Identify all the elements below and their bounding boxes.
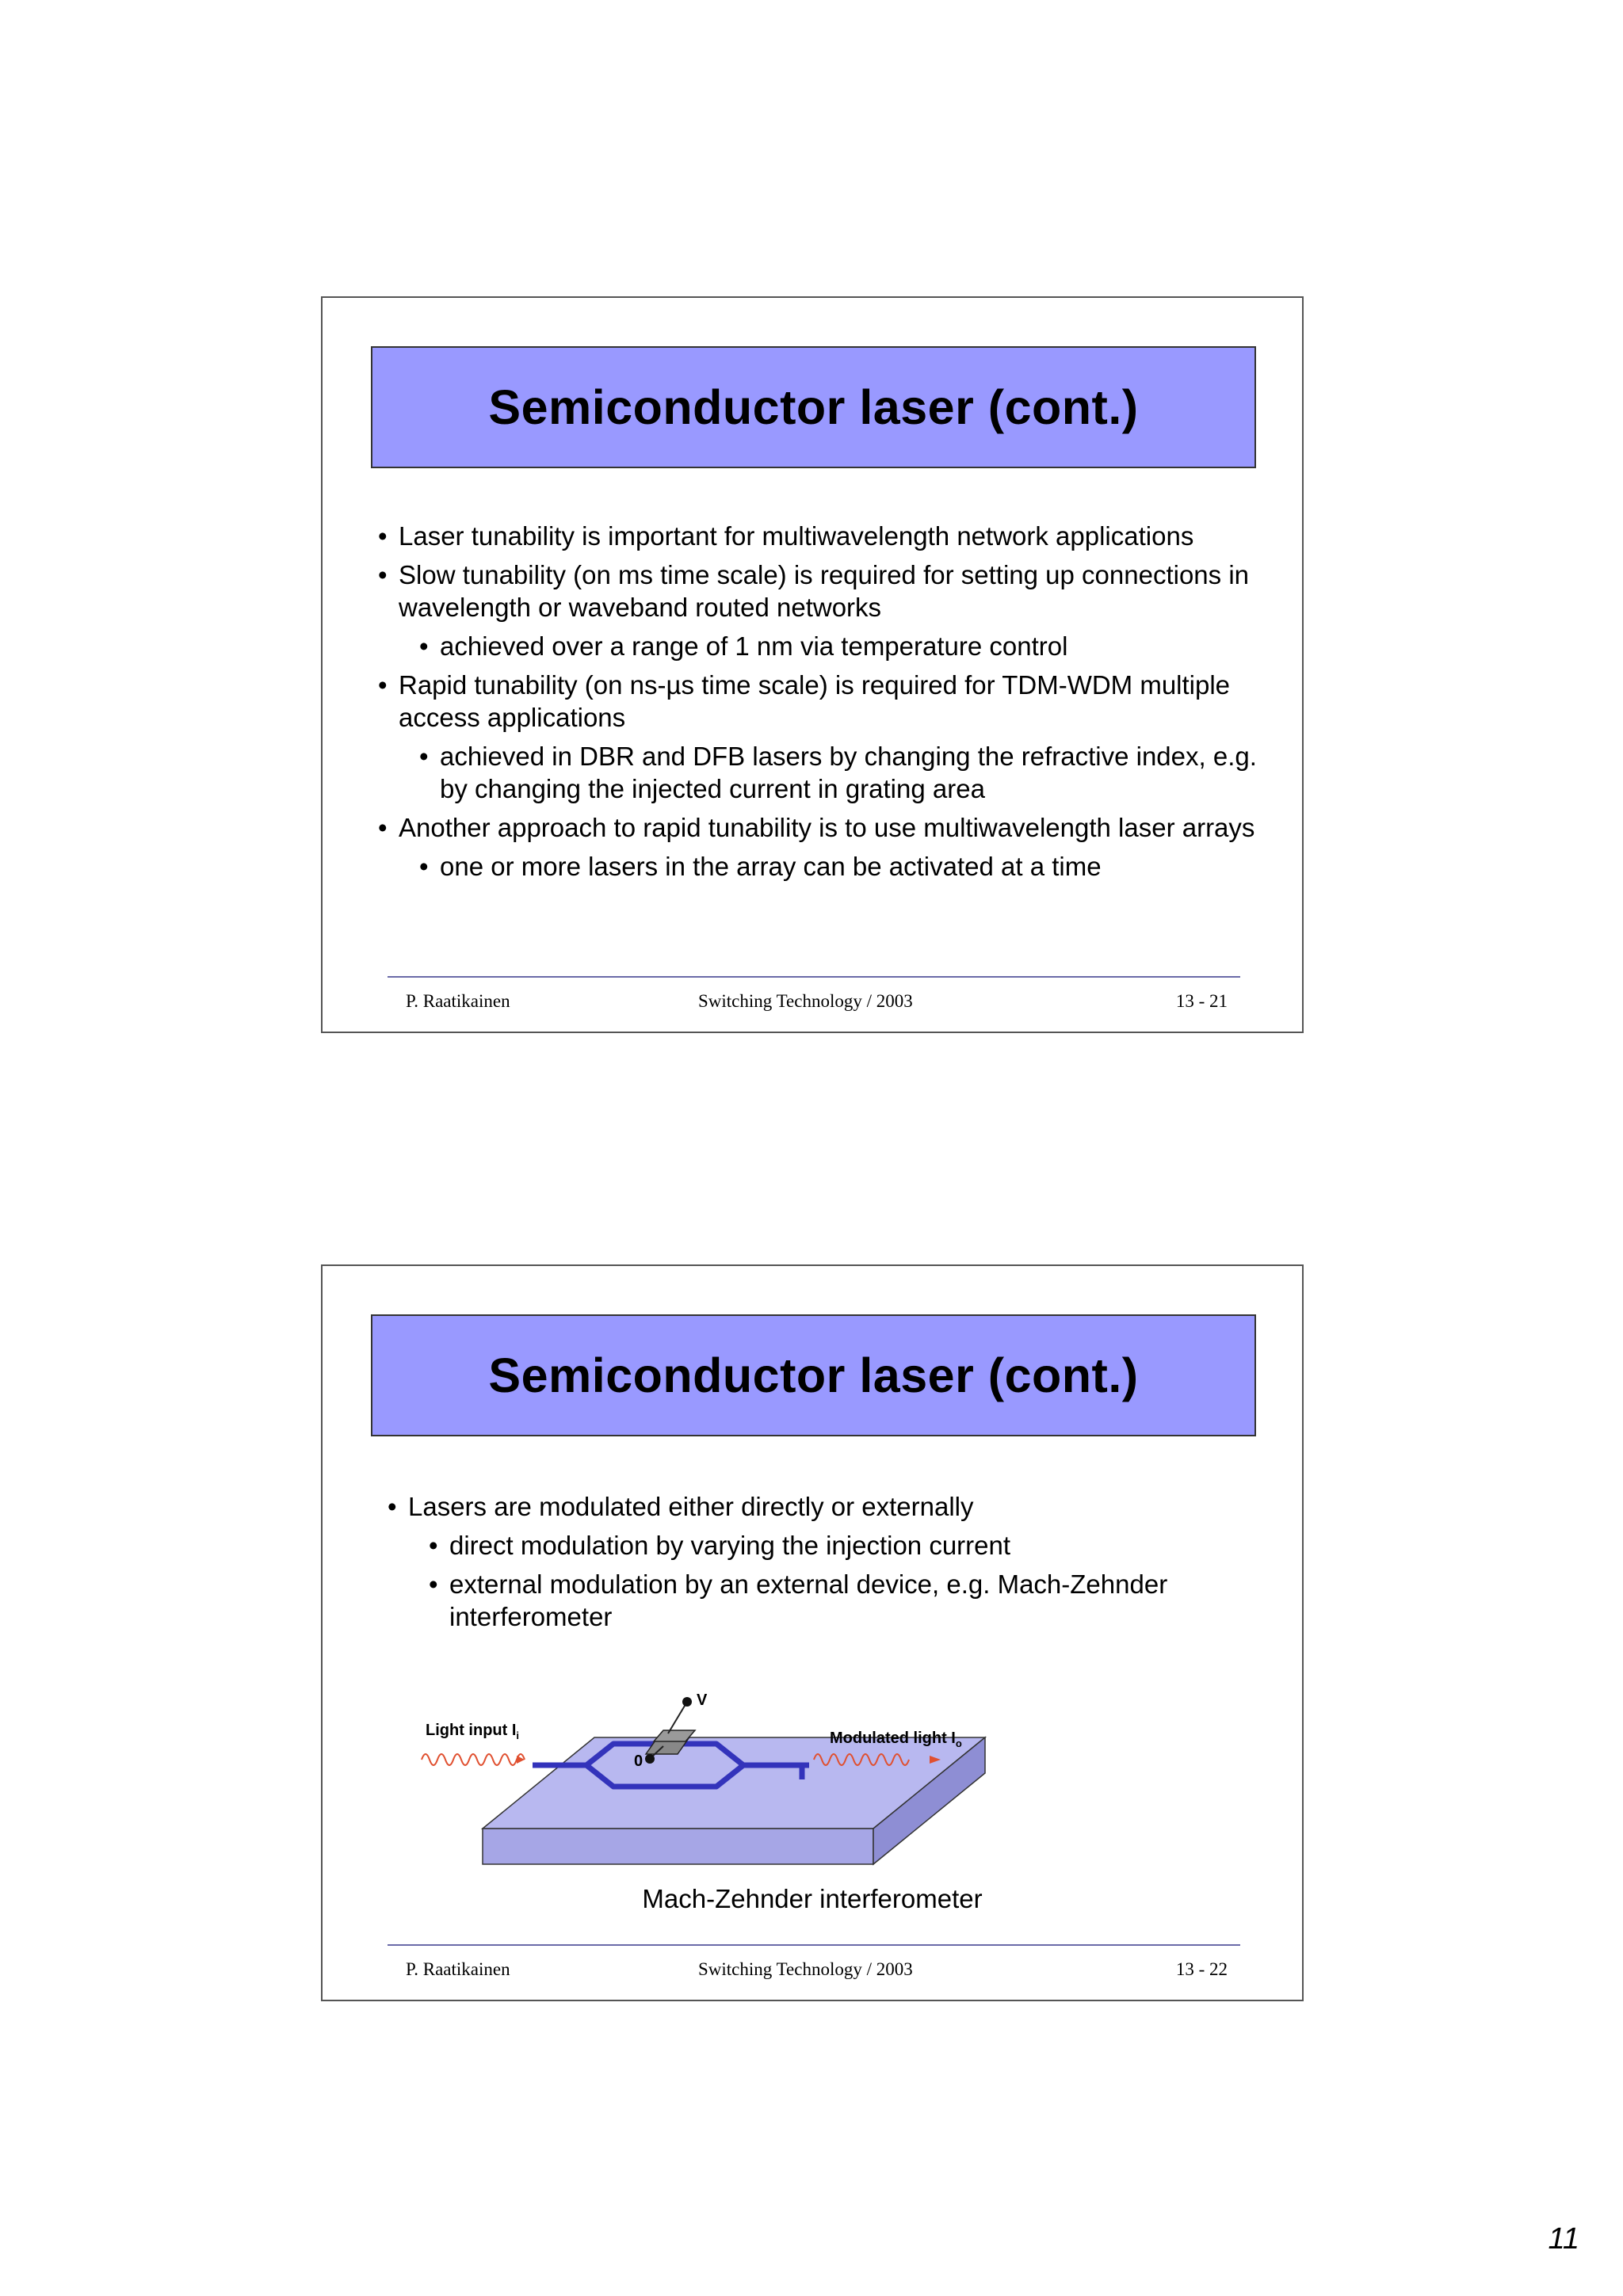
bullet-marker: • bbox=[378, 560, 388, 589]
light-input-label: Light input $I_i$ bbox=[426, 1722, 520, 1741]
footer-rule bbox=[388, 976, 1240, 978]
bullet-item bbox=[378, 669, 1258, 734]
footer-slide-number: 13 - 22 bbox=[1175, 1959, 1228, 1979]
footer-course: Switching Technology / 2003 bbox=[698, 1959, 913, 1979]
slide-title: Semiconductor laser (cont.) bbox=[488, 1348, 1139, 1402]
modulated-light-label: Modulated light $I_o$ bbox=[830, 1730, 962, 1749]
slide-title-box bbox=[371, 346, 1256, 468]
bullet-text: achieved over a range of 1 nm via temperature control bbox=[440, 631, 1068, 661]
sub-bullet-item bbox=[378, 850, 1258, 883]
bullet-marker: • bbox=[419, 852, 429, 881]
diagram-caption: Mach-Zehnder interferometer bbox=[642, 1884, 983, 1913]
bullet-item bbox=[378, 811, 1258, 844]
slide-13-22 bbox=[321, 1264, 1304, 2001]
voltage-label: V bbox=[697, 1691, 708, 1709]
voltage-wire bbox=[668, 1702, 687, 1733]
slide-bullet-list bbox=[378, 520, 1258, 889]
substrate-front bbox=[483, 1829, 873, 1864]
sub-bullet-item bbox=[378, 630, 1258, 662]
ground-terminal bbox=[645, 1754, 655, 1764]
footer-author: P. Raatikainen bbox=[406, 1959, 510, 1979]
bullet-marker: • bbox=[429, 1569, 438, 1599]
bullet-marker: • bbox=[378, 670, 388, 700]
bullet-text: external modulation by an external device, e.g. Mach-Zehnder interferometer bbox=[449, 1569, 1168, 1631]
bullet-marker: • bbox=[388, 1492, 397, 1521]
sub-bullet-item bbox=[388, 1529, 1267, 1562]
bullet-text: direct modulation by varying the injection current bbox=[449, 1531, 1011, 1560]
mach-zehnder-diagram bbox=[426, 1691, 1115, 1892]
bullet-marker: • bbox=[378, 521, 388, 551]
footer-slide-number: 13 - 21 bbox=[1175, 991, 1228, 1011]
bullet-item bbox=[378, 520, 1258, 552]
slide-title-box bbox=[371, 1314, 1256, 1436]
bullet-text: Laser tunability is important for multiwavelength network applications bbox=[399, 521, 1194, 551]
bullet-item bbox=[388, 1490, 1267, 1523]
bullet-text: Lasers are modulated either directly or externally bbox=[408, 1492, 974, 1521]
slide-13-21 bbox=[321, 296, 1304, 1033]
bullet-text: Another approach to rapid tunability is to use multiwavelength laser arrays bbox=[399, 813, 1255, 842]
bullet-text: achieved in DBR and DFB lasers by changing the refractive index, e.g. by changing the injected current in grating area bbox=[440, 742, 1257, 803]
bullet-text: Slow tunability (on ms time scale) is required for setting up connections in wavelength or waveband routed networks bbox=[399, 560, 1249, 622]
input-light-wave bbox=[422, 1754, 525, 1765]
slide-bullet-list bbox=[388, 1490, 1267, 1639]
bullet-text: one or more lasers in the array can be activated at a time bbox=[440, 852, 1102, 881]
ground-label: 0 bbox=[634, 1753, 643, 1770]
page-number: 11 bbox=[1548, 2222, 1579, 2256]
voltage-terminal bbox=[682, 1697, 692, 1707]
bullet-marker: • bbox=[419, 742, 429, 771]
footer-course: Switching Technology / 2003 bbox=[698, 991, 913, 1011]
footer-author: P. Raatikainen bbox=[406, 991, 510, 1011]
bullet-item bbox=[378, 559, 1258, 624]
bullet-marker: • bbox=[419, 631, 429, 661]
bullet-text: Rapid tunability (on ns-µs time scale) is required for TDM-WDM multiple access applications bbox=[399, 670, 1231, 732]
bullet-marker: • bbox=[429, 1531, 438, 1560]
slide-title: Semiconductor laser (cont.) bbox=[488, 380, 1139, 434]
sub-bullet-item bbox=[388, 1568, 1267, 1633]
sub-bullet-item bbox=[378, 740, 1258, 805]
footer-rule bbox=[388, 1944, 1240, 1946]
bullet-marker: • bbox=[378, 813, 388, 842]
